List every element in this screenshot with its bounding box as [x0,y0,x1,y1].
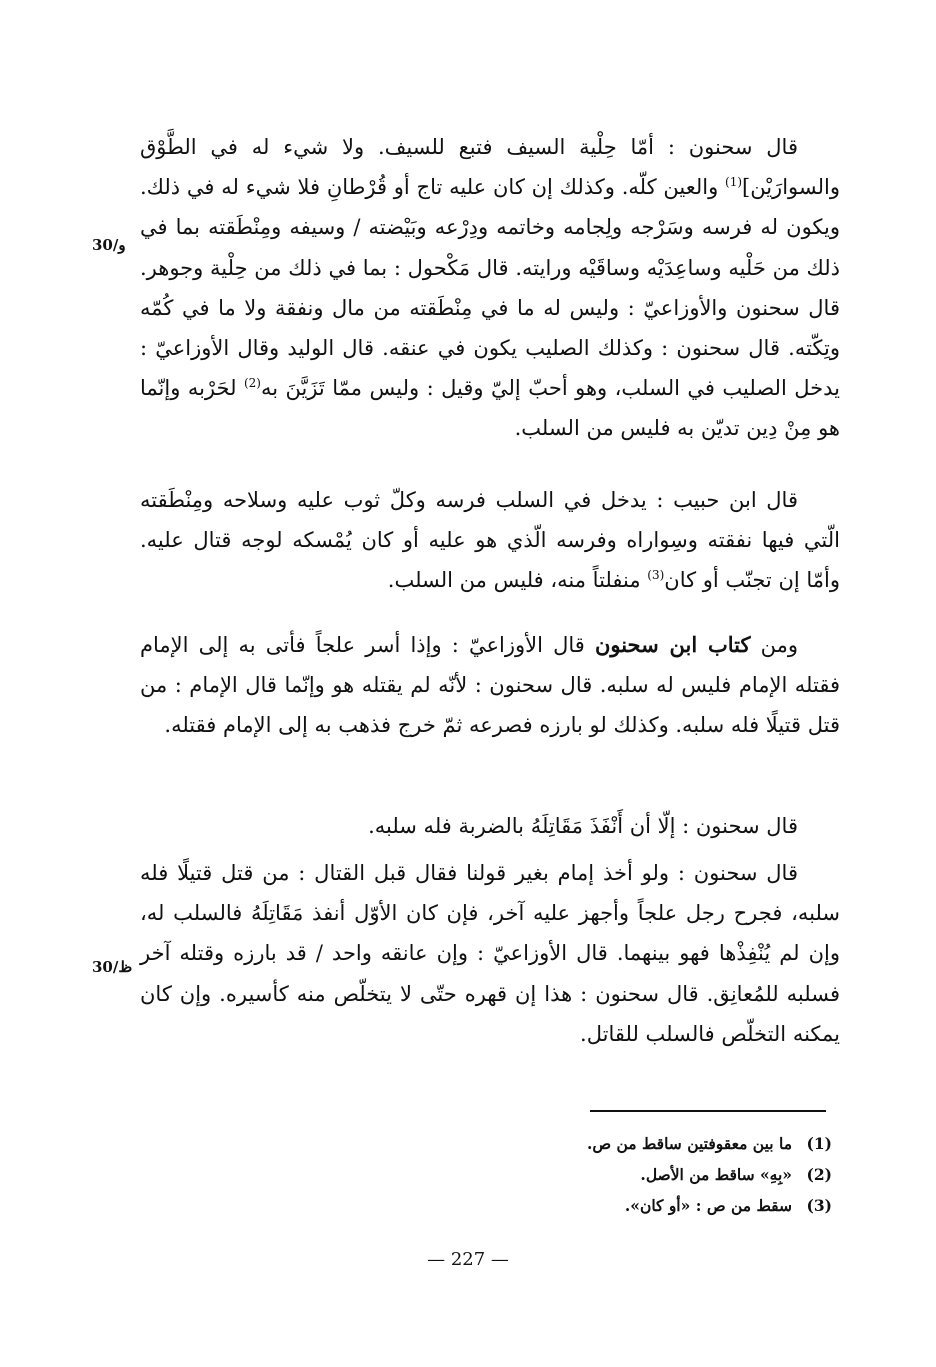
paragraph-2-text-a: قال ابن حبيب : يدخل في السلب فرسه وكلّ ثوب عليه وسلاحه ومِنْطَقته الّتي فيها نفقته وسِواراه وفرسه الّذي هو عليه أو كان يُمْسكه لوجه قتال عليه. وأمّا إن تجنّب أو كان [140,488,840,593]
footnote-divider [590,1110,826,1112]
footnotes [412,1128,832,1221]
footnote-number: (2) [806,1165,832,1184]
paragraph-5-text: قال سحنون : ولو أخذ إمام بغير قولنا فقال قبل القتال : من قتل قتيلًا فله سلبه، فجرح رجل علجاً وأجهز عليه آخر، فإن كان الأوّل أنفذ مَقَاتِلَهُ فالسلب له، وإن لم يُنْفِذْها فهو بينهما. قال الأوزاعيّ : وإن عانقه واحد / قد بارزه وقتله آخر فسلبه للمُعانِق. قال سحنون : هذا إن قهره حتّى لا يتخلّص منه كأسيره. وإن كان يمكنه التخلّص فالسلب للقاتل. [140,861,840,1046]
paragraph-1-text-c: لحَرْبه وإنّما هو مِنْ دِين تديّن به فليس من السلب. [140,376,840,441]
paragraph-2-text-b: منفلتاً منه، فليس من السلب. [387,568,648,593]
footnote-ref-1[interactable]: (1) [725,175,743,190]
footnote-text: ما بين معقوفتين ساقط من ص. [586,1134,792,1153]
footnote-text: سقط من ص : «أو كان». [624,1196,792,1215]
paragraph-1 [140,127,840,449]
paragraph-2 [140,480,840,601]
footnote-item [412,1128,832,1159]
paragraph-3-text: قال الأوزاعيّ : وإذا أسر علجاً فأتى به إلى الإمام فقتله الإمام فليس له سلبه. قال سحنون : لأنّه لم يقتله هو وإنّما قال الإمام : من قتل قتيلًا فله سلبه. وكذلك لو بارزه فصرعه ثمّ خرج فذهب به إلى الإمام فقتله. [140,633,840,738]
footnote-text: «بِهِ» ساقط من الأصل. [640,1165,792,1184]
paragraph-5 [140,853,840,1054]
paragraph-3 [140,625,840,746]
paragraph-4 [140,806,840,846]
paragraph-1-text-a: قال سحنون : أمّا حِلْية السيف فتبع للسيف. ولا شيء له في الطَّوْق والسوارَيْن] [140,135,840,200]
footnote-item [412,1159,832,1190]
footnote-number: (1) [806,1134,832,1153]
folio-marker-verso: 30/ظ [92,958,133,976]
folio-marker-recto: 30/و [92,236,126,254]
footnote-number: (3) [806,1196,832,1215]
footnote-item [412,1190,832,1221]
source-title: كتاب ابن سحنون [594,632,751,657]
footnote-ref-2[interactable]: (2) [243,376,261,391]
footnote-ref-3[interactable]: (3) [647,568,665,583]
page-number: — 227 — [427,1249,509,1270]
paragraph-4-text: قال سحنون : إلّا أن أَنْفَذَ مَقَاتِلَهُ بالضربة فله سلبه. [368,814,798,838]
paragraph-3-lead: ومن [750,633,798,657]
paragraph-1-text-b: والعين كلّه. وكذلك إن كان عليه تاج أو قُرْطانِ فلا شيء له في ذلك. ويكون له فرسه وسَرْجه ولِجامه وخاتمه ودِرْعه وبَيْضته / وسيفه ومِنْطَقته بما في ذلك من حَلْيه وساعِدَيْه وساقَيْه ورايته. قال مَكْحول : بما في ذلك من حِلْية وجوهر. قال سحنون والأوزاعيّ : وليس له ما في مِنْطَقته من مال ونفقة ولا ما في كُمّه وتِكّته. قال سحنون : وكذلك الصليب يكون في عنقه. قال الوليد وقال الأوزاعيّ : يدخل الصليب في السلب، وهو أحبّ إليّ وقيل : وليس ممّا تَزَيَّنَ به [140,175,840,401]
